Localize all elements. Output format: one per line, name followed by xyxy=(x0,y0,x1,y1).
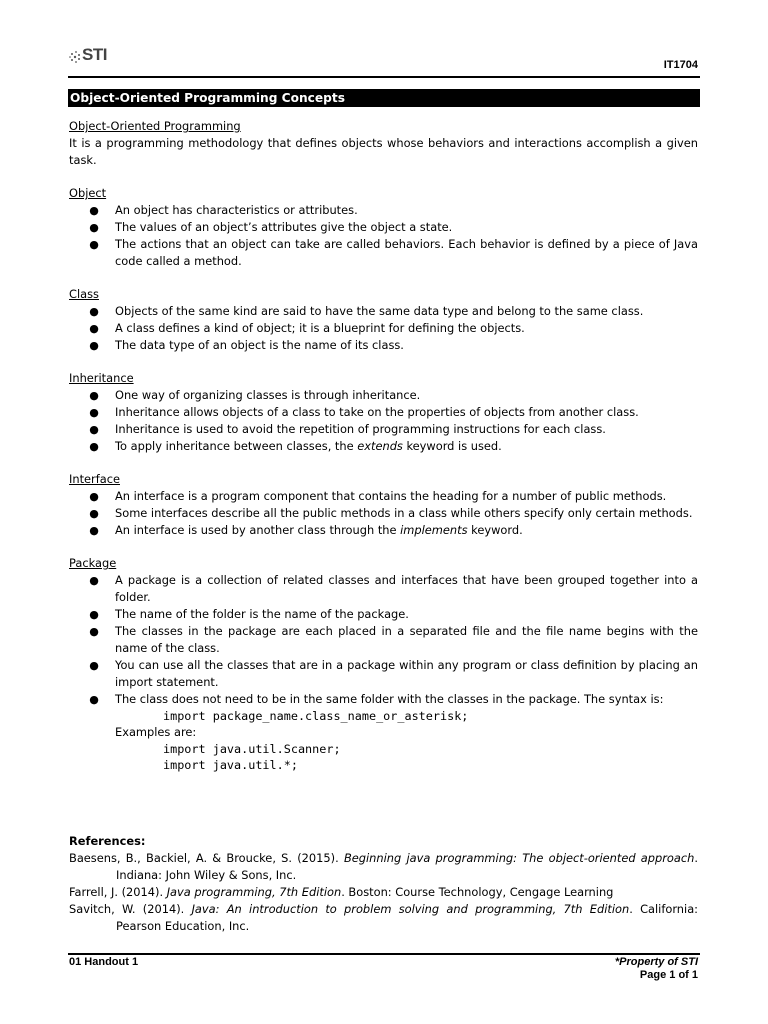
list-item: ● An object has characteristics or attributes. xyxy=(89,203,358,217)
reference-item: Farrell, J. (2014). Java programming, 7th Edition. Boston: Course Technology, Cengage Learning xyxy=(69,885,614,899)
list-item: ● A class defines a kind of object; it is a blueprint for defining the objects. xyxy=(89,321,525,335)
list-item: ● The data type of an object is the name of its class. xyxy=(89,338,404,352)
list-item: ● Objects of the same kind are said to have the same data type and belong to the same class. xyxy=(89,304,644,318)
section-package xyxy=(69,555,698,773)
list-item: ● You can use all the classes that are in a package within any program or class definition by placing an import statement. xyxy=(89,658,698,689)
list-item: ● The values of an object’s attributes give the object a state. xyxy=(89,220,453,234)
footer-right xyxy=(615,956,698,982)
list-item: ● Inheritance allows objects of a class to take on the properties of objects from another class. xyxy=(89,405,639,419)
references-heading: References: xyxy=(69,834,146,848)
footer-rule xyxy=(68,953,700,955)
list-item: ● A package is a collection of related classes and interfaces that have been grouped together into a folder. xyxy=(89,573,698,604)
bullet-icon: ● xyxy=(89,574,99,587)
example-code: import java.util.*; xyxy=(163,758,298,772)
list-item: ● One way of organizing classes is through inheritance. xyxy=(89,388,421,402)
logo-text: STI xyxy=(82,45,107,64)
list-item: ● The name of the folder is the name of the package. xyxy=(89,607,409,621)
reference-item: Baesens, B., Backiel, A. & Broucke, S. (2015). Beginning java programming: The object-oriented approach. Indiana: John Wiley & Sons, Inc. xyxy=(69,851,698,882)
page-title: Object-Oriented Programming Concepts xyxy=(68,89,700,107)
bullet-icon: ● xyxy=(89,221,99,234)
example-code: import java.util.Scanner; xyxy=(163,742,341,756)
section-oop xyxy=(69,118,698,169)
section-heading: Object-Oriented Programming xyxy=(69,119,241,133)
list-item: ● An interface is used by another class through the implements keyword. xyxy=(89,523,523,537)
footer-handout: 01 Handout 1 xyxy=(69,956,139,968)
section-class xyxy=(69,286,698,354)
section-inheritance xyxy=(69,370,698,455)
bullet-icon: ● xyxy=(89,507,99,520)
bullet-icon: ● xyxy=(89,238,99,251)
list-item: ● The actions that an object can take are called behaviors. Each behavior is defined by a piece of Java code called a method. xyxy=(89,237,698,268)
bullet-icon: ● xyxy=(89,423,99,436)
bullet-icon: ● xyxy=(89,406,99,419)
list-item: ● Some interfaces describe all the public methods in a class while others specify only certain methods. xyxy=(89,506,693,520)
section-heading: Package xyxy=(69,556,117,570)
course-code: IT1704 xyxy=(663,59,698,71)
bullet-icon: ● xyxy=(89,608,99,621)
section-heading: Interface xyxy=(69,472,120,486)
examples-label: Examples are: xyxy=(115,725,197,739)
list-item: ● An interface is a program component that contains the heading for a number of public methods. xyxy=(89,489,667,503)
bullet-icon: ● xyxy=(89,524,99,537)
reference-item: Savitch, W. (2014). Java: An introduction to problem solving and programming, 7th Edition. California: Pearson Education, Inc. xyxy=(69,902,699,933)
main-content xyxy=(69,118,698,773)
section-heading: Class xyxy=(69,287,99,301)
bullet-icon: ● xyxy=(89,389,99,402)
bullet-icon: ● xyxy=(89,339,99,352)
bullet-icon: ● xyxy=(89,204,99,217)
section-heading: Object xyxy=(69,186,107,200)
bullet-icon: ● xyxy=(89,490,99,503)
section-object xyxy=(69,185,698,270)
syntax-code: import package_name.class_name_or_asterisk; xyxy=(163,709,469,723)
bullet-icon: ● xyxy=(89,693,99,706)
list-item: ● The classes in the package are each placed in a separated file and the file name begins with the name of the class. xyxy=(89,624,698,655)
footer-page-number: Page 1 of 1 xyxy=(639,969,698,981)
list-item: ● To apply inheritance between classes, the extends keyword is used. xyxy=(89,439,502,453)
bullet-icon: ● xyxy=(89,625,99,638)
bullet-icon: ● xyxy=(89,322,99,335)
section-interface xyxy=(69,471,698,539)
paragraph: It is a programming methodology that defines objects whose behaviors and interactions accomplish a given task. xyxy=(69,136,698,167)
references xyxy=(69,833,698,935)
header-rule xyxy=(68,76,700,78)
bullet-icon: ● xyxy=(89,659,99,672)
bullet-icon: ● xyxy=(89,440,99,453)
section-heading: Inheritance xyxy=(69,371,134,385)
bullet-icon: ● xyxy=(89,305,99,318)
list-item: ● The class does not need to be in the same folder with the classes in the package. The syntax is: xyxy=(89,692,664,706)
footer-property: *Property of STI xyxy=(614,956,698,968)
list-item: ● Inheritance is used to avoid the repetition of programming instructions for each class. xyxy=(89,422,606,436)
